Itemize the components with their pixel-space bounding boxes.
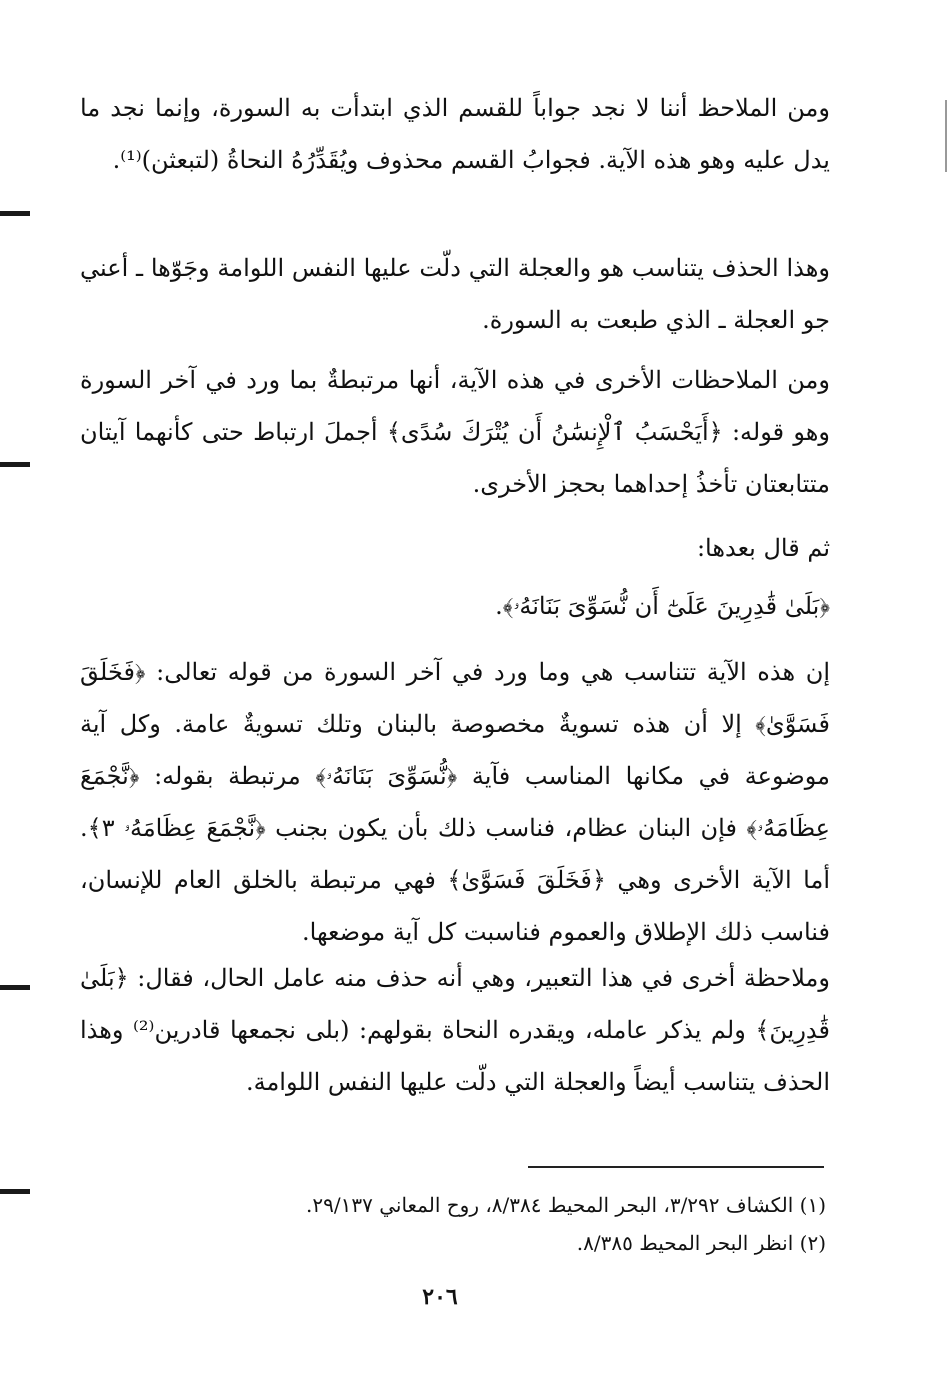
quran-verse: ﴿بَلَىٰ قَٰدِرِينَ عَلَىٰٓ أَن نُّسَوِّىَ بَنَانَهُۥ﴾. [495, 592, 830, 620]
binding-mark [0, 1189, 30, 1194]
page-number: ٢٠٦ [422, 1284, 458, 1310]
paragraph-5: إن هذه الآية تتناسب هي وما ورد في آخر السورة من قوله تعالى: ﴿فَخَلَقَ فَسَوَّىٰ﴾ إلا أن هذه تسويةٌ مخصوصة بالبنان وتلك تسويةٌ عامة. وكل آية موضوعة في مكانها المناسب فآية ﴿نُّسَوِّىَ بَنَانَهُۥ﴾ مرتبطة بقوله: ﴿نَّجْمَعَ عِظَامَهُۥ﴾ فإن البنان عظام، فناسب ذلك بأن يكون بجنب ﴿نَّجْمَعَ عِظَامَهُۥ ٣﴾. أما الآية الأخرى وهي ﴿فَخَلَقَ فَسَوَّىٰ﴾ فهي مرتبطة بالخلق العام للإنسان، فناسب ذلك الإطلاق والعموم فناسبت كل آية موضعها. [80, 658, 830, 946]
footnote-2: (٢) انظر البحر المحيط ٨/٣٨٥. [576, 1231, 826, 1255]
paragraph-3: ومن الملاحظات الأخرى في هذه الآية، أنها مرتبطةٌ بما ورد في آخر السورة وهو قوله: ﴿أَيَحْسَبُ ٱلْإِنسَٰنُ أَن يُتْرَكَ سُدًى﴾ أجملَ ارتباط حتى كأنهما آيتان متتابعتان تأخذُ إحداهما بحجز الأخرى. [80, 366, 830, 498]
paragraph-2: وهذا الحذف يتناسب هو والعجلة التي دلّت عليها النفس اللوامة وجَوّها ـ أعني جو العجلة ـ الذي طبعت به السورة. [80, 254, 830, 334]
paragraph-6: وملاحظة أخرى في هذا التعبير، وهي أنه حذف منه عامل الحال، فقال: ﴿بَلَىٰ قَٰدِرِينَ﴾ ولم يذكر عامله، ويقدره النحاة بقولهم: (بلى نجمعها قادرين⁽²⁾ وهذا الحذف يتناسب أيضاً والعجلة التي دلّت عليها النفس اللوامة. [80, 964, 830, 1096]
footnote-separator [528, 1166, 824, 1168]
footnote-1: (١) الكشاف ٣/٢٩٢، البحر المحيط ٨/٣٨٤، روح المعاني ٢٩/١٣٧. [306, 1193, 826, 1217]
paragraph-1: ومن الملاحظ أننا لا نجد جواباً للقسم الذي ابتدأت به السورة، وإنما نجد ما يدل عليه وهو هذه الآية. فجوابُ القسم محذوف ويُقَدِّرُهُ النحاةُ (لتبعثن)⁽¹⁾. [80, 94, 830, 174]
paragraph-4: ثم قال بعدها: [696, 534, 830, 562]
binding-mark [0, 462, 30, 467]
binding-mark [0, 211, 30, 216]
binding-mark [0, 985, 30, 990]
